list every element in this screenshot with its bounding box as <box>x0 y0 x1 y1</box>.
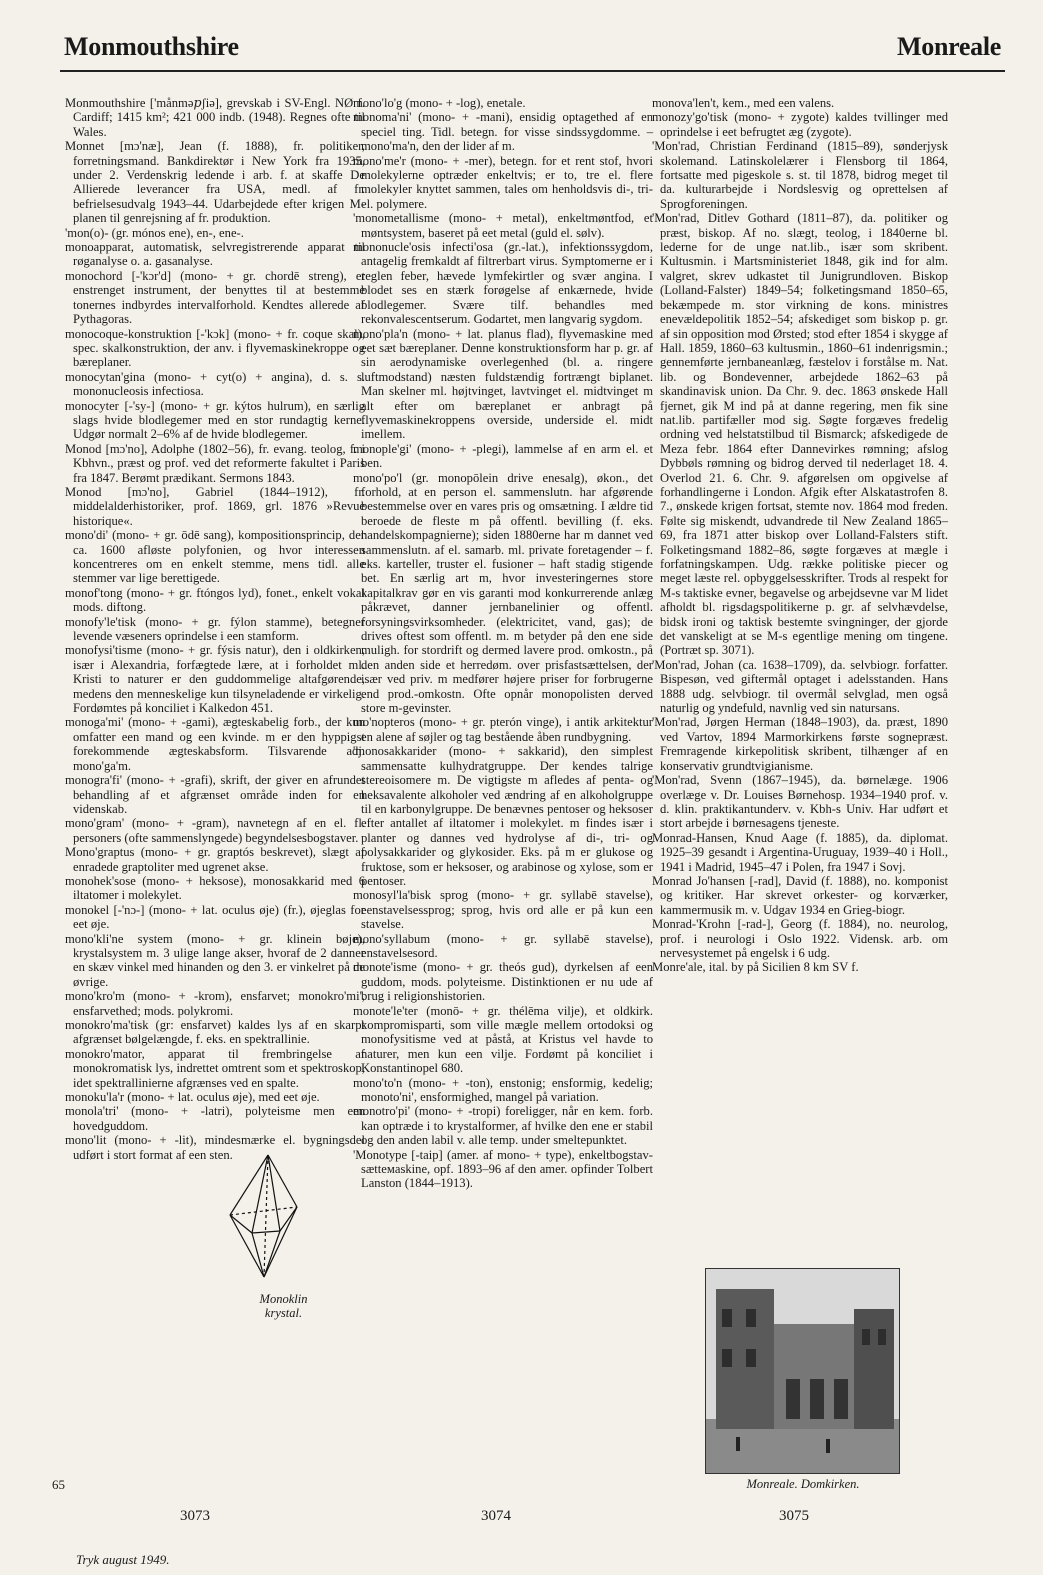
column-2 <box>353 96 653 1191</box>
dictionary-entry: Monrad-Hansen, Knud Aage (f. 1885), da. diplomat. 1925–39 gesandt i Argentina-Uruguay, 1939–40 i Holl., 1941 i Madrid, 1945–47 i Polen, fra 1947 i Sovj. <box>652 830 948 874</box>
figure-caption: Monoklin krystal. <box>259 1292 308 1320</box>
dictionary-entry: monokel [-'nɔ-] (mono- + lat. oculus øje) (fr.), øjeglas for eet øje. <box>65 902 365 932</box>
dictionary-entry: monosyl'la'bisk sprog (mono- + gr. syllabē stavelse), eenstavelsessprog; sprog, hvis ord alle er på kun een stavelse. <box>353 888 653 932</box>
dictionary-entry: 'Mon'rad, Ditlev Gothard (1811–87), da. politiker og præst, biskop. Af no. slægt, teolog, i 1840erne bl. lederne for de unge nat.lib., især som skribent. Kultusmin. i Martsministeriet 1848, gik ind for alm. valgret, skrev udkastet til Junigrundloven. Biskop (Lolland-Falster) 1849–54; folketingsmand 1850–65, bekæmpede m. stor virkning de kons. ministres enevældepolitik 1852–54; afskediget som biskop p. gr. af sin opposition mod Ørsted; stod efter 1854 i skygge af Hall. 1859, 1860–63 kultusmin., 1860–61 indenrigsmin.; gennemførte jernbaneanlæg, fæstelov i forstålse m. Nat. lib. og Bondevenner, arbejdede 1862–63 på skandinavisk union. Da Chr. 9. dec. 1863 ønskede Hall fjernet, gik M ind på at danne regering, men fik sine nat.lib. partifæller mod sig. Søgte forgæves fredelig ordning ved helstatstilbud til Bismarck; afskedigede de Meza febr. 1864 efter Dannevirkes rømning; afslog Dybbøls rømning og bidrog derved til nederlaget 18. 4. Overlod 21. 6. Chr. 9. afgørelsen om opgivelse af forhandlingerne i London. Afgik efter Alskatastrofen 8. 7., ønskede krigen fortsat, stemte nov. 1864 mod freden. Følte sig miskendt, udvandrede til New Zealand 1865–69, fra 1871 atter biskop over Lolland-Falsters stift. Folketingsmand 1882–86, søgte forgæves at mægle i forfatningskampen. Udg. række politiske piecer og meget læste rel. opbyggelsesskrifter. Trods al respekt for M-s taktiske evner, begavelse og arbejdsevne var M lidet afholdt bl. rigsdagspolitikerne p. gr. af selvhævdelse, bidsk ironi og taktisk bestemte svingninger, der gjorde det vanskeligt at se M-s egentlige mening om tingene. (Portræt sp. 3071). <box>652 211 948 658</box>
dictionary-entry: mono'gram' (mono- + -gram), navnetegn af en el. fl. personers (ofte sammenslyngede) begyndelsesbogstaver. <box>65 816 365 845</box>
dictionary-entry: mono'lit (mono- + -lit), mindesmærke el. bygningsdel udført i stort format af een sten. <box>65 1133 365 1162</box>
dictionary-entry: mononucle'osis infecti'osa (gr.-lat.), infektionssygdom, antagelig fremkaldt af filtrerbart virus. Symptomerne er i reglen feber, hævede lymfekirtler og svær angina. I blodet ses en stærk forøgelse af enkærnede, hvide blodlegemer. Svære tilf. behandles med rekonvalescentserum. Godartet, men langvarig sygdom. <box>353 240 653 327</box>
dictionary-entry: monofy'le'tisk (mono- + gr. fýlon stamme), betegner levende væseners oprindelse i een stamform. <box>65 614 365 644</box>
dictionary-entry: Monnet [mɔ'næ], Jean (f. 1888), fr. politiker, forretningsmand. Bankdirektør i New York fra 1935, under 2. Verdenskrig ledende i arb. f. at skaffe De Allierede leverancer fra USA, medl. af fr. befrielsesudvalg 1943–44. Udarbejdede efter krigen M-planen til genrejsning af fr. produktion. <box>65 139 365 226</box>
dictionary-entry: monohek'sose (mono- + heksose), monosakkarid med 6 iltatomer i molekylet. <box>65 873 365 903</box>
dictionary-entry: monof'tong (mono- + gr. ftóngos lyd), fonet., enkelt vokal mods. diftong. <box>65 585 365 615</box>
dictionary-entry: mono'lo'g (mono- + -log), enetale. <box>353 96 526 110</box>
dictionary-entry: monotro'pi' (mono- + -tropi) foreligger, når en kem. forb. kan optræde i to krystalformer, af hvilke den ene er stabil og den anden labil v. alle temp. under smeltepunktet. <box>353 1104 653 1148</box>
dictionary-entry: monogra'fi' (mono- + -grafi), skrift, der giver en afrundet behandling af et afgrænset område inden for en videnskab. <box>65 773 365 816</box>
dictionary-entry: monozy'go'tisk (mono- + zygote) kaldes tvillinger med oprindelse i eet befrugtet æg (zygote). <box>652 110 948 139</box>
column-1 <box>65 96 365 1162</box>
dictionary-entry: monocytan'gina (mono- + cyt(o) + angina), d. s. s. mononucleosis infectiosa. <box>65 369 365 399</box>
dictionary-entry: 'Mon'rad, Svenn (1867–1945), da. børnelæge. 1906 overlæge v. Dr. Louises Børnehosp. 1934–1940 prof. v. d. klin. praktikantunderv. v. Kbh-s Univ. Har udført et stort arbejde i børnesagens tjeneste. <box>652 773 948 831</box>
dictionary-entry: 'mon(o)- (gr. mónos ene), en-, ene-. <box>65 225 244 240</box>
dictionary-entry: mono'kli'ne system (mono- + gr. klinein bøje), krystalsystem m. 3 ulige lange akser, hvoraf de 2 danner en skæv vinkel med hinanden og den 3. er vinkelret på de øvrige. <box>65 931 365 989</box>
dictionary-entry: monoma'ni' (mono- + -mani), ensidig optagethed af en speciel ting. Tidl. betegn. for visse sindssygdomme. – mono'ma'n, den der lider af m. <box>353 110 653 154</box>
dictionary-entry: monoapparat, automatisk, selvregistrerende apparat til røganalyse o. a. gasanalyse. <box>65 240 365 269</box>
sheet-number: 65 <box>52 1477 65 1492</box>
dictionary-entry: monoku'la'r (mono- + lat. oculus øje), med eet øje. <box>65 1090 320 1105</box>
dictionary-entry: 'Mon'rad, Christian Ferdinand (1815–89), sønderjysk skolemand. Latinskolelærer i Flensborg til 1864, fortsatte med pigeskole s. st. til 1878, bidrog meget til da. kulturarbejde i Nordslesvig og oprettelsen af Sprogforeningen. <box>652 139 948 211</box>
dictionary-entry: mo'nopteros (mono- + gr. pterón vinge), i antik arkitektur en alene af søjler og tag bestående åben rundbygning. <box>353 715 653 744</box>
dictionary-entry: monola'tri' (mono- + -latri), polyteisme men een hovedguddom. <box>65 1104 365 1133</box>
dictionary-entry: 'Mon'rad, Jørgen Herman (1848–1903), da. præst, 1890 ved Vartov, 1894 Marmorkirkens første sognepræst. Fremragende kirkepolitisk skribent, tilhænger af en konservativ grundtvigianisme. <box>652 715 948 773</box>
dictionary-entry: monocyter [-'sy-] (mono- + gr. kýtos hulrum), en særlig slags hvide blodlegemer med en stor rundagtig kerne. Udgør normalt 2–6% af de hvide blodlegemer. <box>65 398 365 442</box>
dictionary-entry: monote'isme (mono- + gr. theós gud), dyrkelsen af een guddom, mods. polyteisme. Distinktionen er nu ude af brug i religionshistorien. <box>353 960 653 1004</box>
photo-caption: Monreale. Domkirken. <box>746 1477 860 1491</box>
page-number-right: 3075 <box>779 1508 809 1524</box>
dictionary-entry: Monod [mɔ'no], Gabriel (1844–1912), fr. middelalderhistoriker, prof. 1869, grl. 1876 »Revue historique«. <box>65 484 365 528</box>
dictionary-entry: 'Mon'rad, Johan (ca. 1638–1709), da. selvbiogr. forfatter. Bispesøn, ved giftermål optaget i adelsstanden. Hans 1888 udg. selvbiogr. til overmål selvglad, men også naturlig og yndefuld, navnlig ved sin natursans. <box>652 657 948 716</box>
dictionary-entry: Mono'graptus (mono- + gr. graptós beskrevet), slægt af enradede graptoliter med ugrenet akse. <box>65 845 365 874</box>
dictionary-entry: monokro'ma'tisk (gr: ensfarvet) kaldes lys af en skarpt afgrænset bølgelængde, f. eks. en spektrallinie. <box>65 1018 365 1047</box>
column-3 <box>652 96 948 975</box>
dictionary-entry: Monod [mɔ'no], Adolphe (1802–56), fr. evang. teolog, f. i Kbhvn., præst og prof. ved det reformerte fakultet i Paris fra 1847. Berømt prædikant. Sermons 1843. <box>65 441 365 485</box>
monoclinic-crystal-figure <box>226 1153 301 1279</box>
dictionary-entry: monova'len't, kem., med een valens. <box>652 96 835 110</box>
dictionary-entry: monochord [-'kɔr'd] (mono- + gr. chordē streng), et enstrenget instrument, der benyttes til at bestemme tonernes indbyrdes intervalforhold. Kendtes allerede af Pythagoras. <box>65 268 365 327</box>
dictionary-entry: mono'di' (mono- + gr. ōdē sang), kompositionsprincip, der ca. 1600 afløste polyfonien, og hvor interessen koncentreres om en enkelt stemme, mens tidl. alle stemmer var lige berettigede. <box>65 528 365 586</box>
dictionary-entry: Monrad-'Krohn [-rad-], Georg (f. 1884), no. neurolog, prof. i neurologi i Oslo 1922. Vidensk. arb. om nervesystemet på engelsk i 6 udg. <box>652 917 948 960</box>
dictionary-entry: monofysi'tisme (mono- + gr. fýsis natur), den i oldkirken, især i Alexandria, forfægtede lære, at i forholdet ml. Kristi to naturer er den guddommelige altafgørende, medens den menneskelige kun tilsyneladende er virkelig. Fordømtes på konciliet i Kalkedon 451. <box>65 643 365 716</box>
dictionary-entry: monoga'mi' (mono- + -gami), ægteskabelig forb., der kun omfatter een mand og een kvinde. m er den hyppigst forekommende ægteskabsform. Tilsvarende adj. mono'ga'm. <box>65 715 365 773</box>
dictionary-entry: Monre'ale, ital. by på Sicilien 8 km SV f. <box>652 960 859 975</box>
dictionary-entry: mono'me'r (mono- + -mer), betegn. for et rent stof, hvori molekylerne optræder enkeltvis; er to, tre el. flere molekyler knyttet sammen, tales om henholdsvis di-, tri- el. polymere. <box>353 153 653 211</box>
monreale-cathedral-photo <box>705 1268 900 1474</box>
dictionary-entry: Monrad Jo'hansen [-rad], David (f. 1888), no. komponist og kritiker. Har skrevet orkester- og korværker, kammermusik m. v. Udgav 1934 en Grieg-biogr. <box>652 873 948 917</box>
dictionary-entry: mono'to'n (mono- + -ton), enstonig; ensformig, kedelig; monoto'ni', ensformighed, mangel på variation. <box>353 1075 653 1105</box>
dictionary-entry: monocoque-konstruktion [-'kɔk] (mono- + fr. coque skal), spec. skalkonstruktion, der anv. i flyvemaskinekroppe og bæreplaner. <box>65 326 365 370</box>
dictionary-entry: 'monosakkarider (mono- + sakkarid), den simplest sammensatte kulhydratgruppe. Der kendes talrige stereoisomere m. De vigtigste m afledes af penta- og heksavalente alkoholer ved ændring af en alkoholgruppe til en karbonylgruppe. De benævnes pentoser og heksoser efter antallet af iltatomer i molekylet. m findes især i planter og dannes ved hydrolyse af di-, tri- og polysakkarider og glykosider. Eks. på m er glukose og fruktose, som er heksoser, og arabinose og xylose, som er pentoser. <box>353 744 653 888</box>
dictionary-entry: Monmouthshire ['månmə𝑝ʃiə], grevskab i SV-Engl. NØ f. Cardiff; 1415 km²; 421 000 indb. (1948). Regnes ofte til Wales. <box>65 96 365 139</box>
dictionary-entry: mono'kro'm (mono- + -krom), ensfarvet; monokro'mi', ensfarvethed; mods. polykromi. <box>65 989 365 1018</box>
dictionary-entry: 'monometallisme (mono- + metal), enkeltmøntfod, et møntsystem, baseret på eet metal (guld el. sølv). <box>353 211 653 240</box>
header-rule <box>60 70 1005 72</box>
page-number-left: 3073 <box>180 1508 210 1524</box>
page-header-left: Monmouthshire <box>64 32 239 61</box>
dictionary-entry: mono'po'l (gr. monopōlein drive enesalg), økon., det forhold, at en person el. sammenslutn. har afgørende bestemmelse over en vares pris og omsætning. I ældre tid beroede de fleste m på offentl. bevilling (f. eks. handelskompagnierne); siden 1880erne har m dannet ved sammenslutn. af el. samarb. ml. private foretagender – f. eks. karteller, truster el. fusioner – haft stadig stigende bet. En særlig art m, hvor investeringernes store kapitalkrav gør en vis garanti mod konkurrerende anlæg påkrævet, danner jernbanelinier og offentl. forsyningsvirksomheder. (elektricitet, vand, gas); de drives oftest som offentl. m. m betyder på den ene side muligh. for stordrift og dermed lavere prod. omkostn., på den anden side et herredøm. over prisfastsættelsen, der især ved priv. m medfører højere priser for forbrugerne end prod.-omkostn. Ofte opnår monopolisten derved store m-gevinster. <box>353 470 653 716</box>
dictionary-entry: monople'gi' (mono- + -plegi), lammelse af en arm el. et ben. <box>353 441 653 471</box>
dictionary-entry: monokro'mator, apparat til frembringelse af monokromatisk lys, indrettet omtrent som et spektroskop, idet spektrallinierne afgrænses ved en spalte. <box>65 1046 365 1090</box>
dictionary-entry: mono'syllabum (mono- + gr. syllabē stavelse), enstavelsesord. <box>353 931 653 960</box>
dictionary-entry: mono'pla'n (mono- + lat. planus flad), flyvemaskine med eet sæt bæreplaner. Denne konstruktionsform har p. gr. af sin aerodynamiske overlegenhed (bl. a. ringere luftmodstand) næsten fuldstændig fortrængt biplanet. Man skelner ml. højtvinget, lavtvinget el. midtvinget m alt efter om bæreplanet er anbragt på flyvemaskinekroppens overside, underside el. midt imellem. <box>353 326 653 442</box>
page-number-middle: 3074 <box>481 1508 511 1524</box>
print-note: Tryk august 1949. <box>76 1552 170 1567</box>
dictionary-entry: 'Monotype [-taip] (amer. af mono- + type), enkeltbogstav-sætteмaskine, opf. 1893–96 af den amer. opfinder Tolbert Lanston (1844–1913). <box>353 1147 653 1191</box>
dictionary-entry: monote'le'ter (monō- + gr. thélēma vilje), et oldkirk. kompromisparti, som ville mægle mellem ortodoksi og monofysitisme ved at påstå, at Kristus vel havde to naturer, men kun een vilje. Fordømt på konciliet i Konstantinopel 680. <box>353 1003 653 1076</box>
page-header-right: Monreale <box>897 32 1001 61</box>
